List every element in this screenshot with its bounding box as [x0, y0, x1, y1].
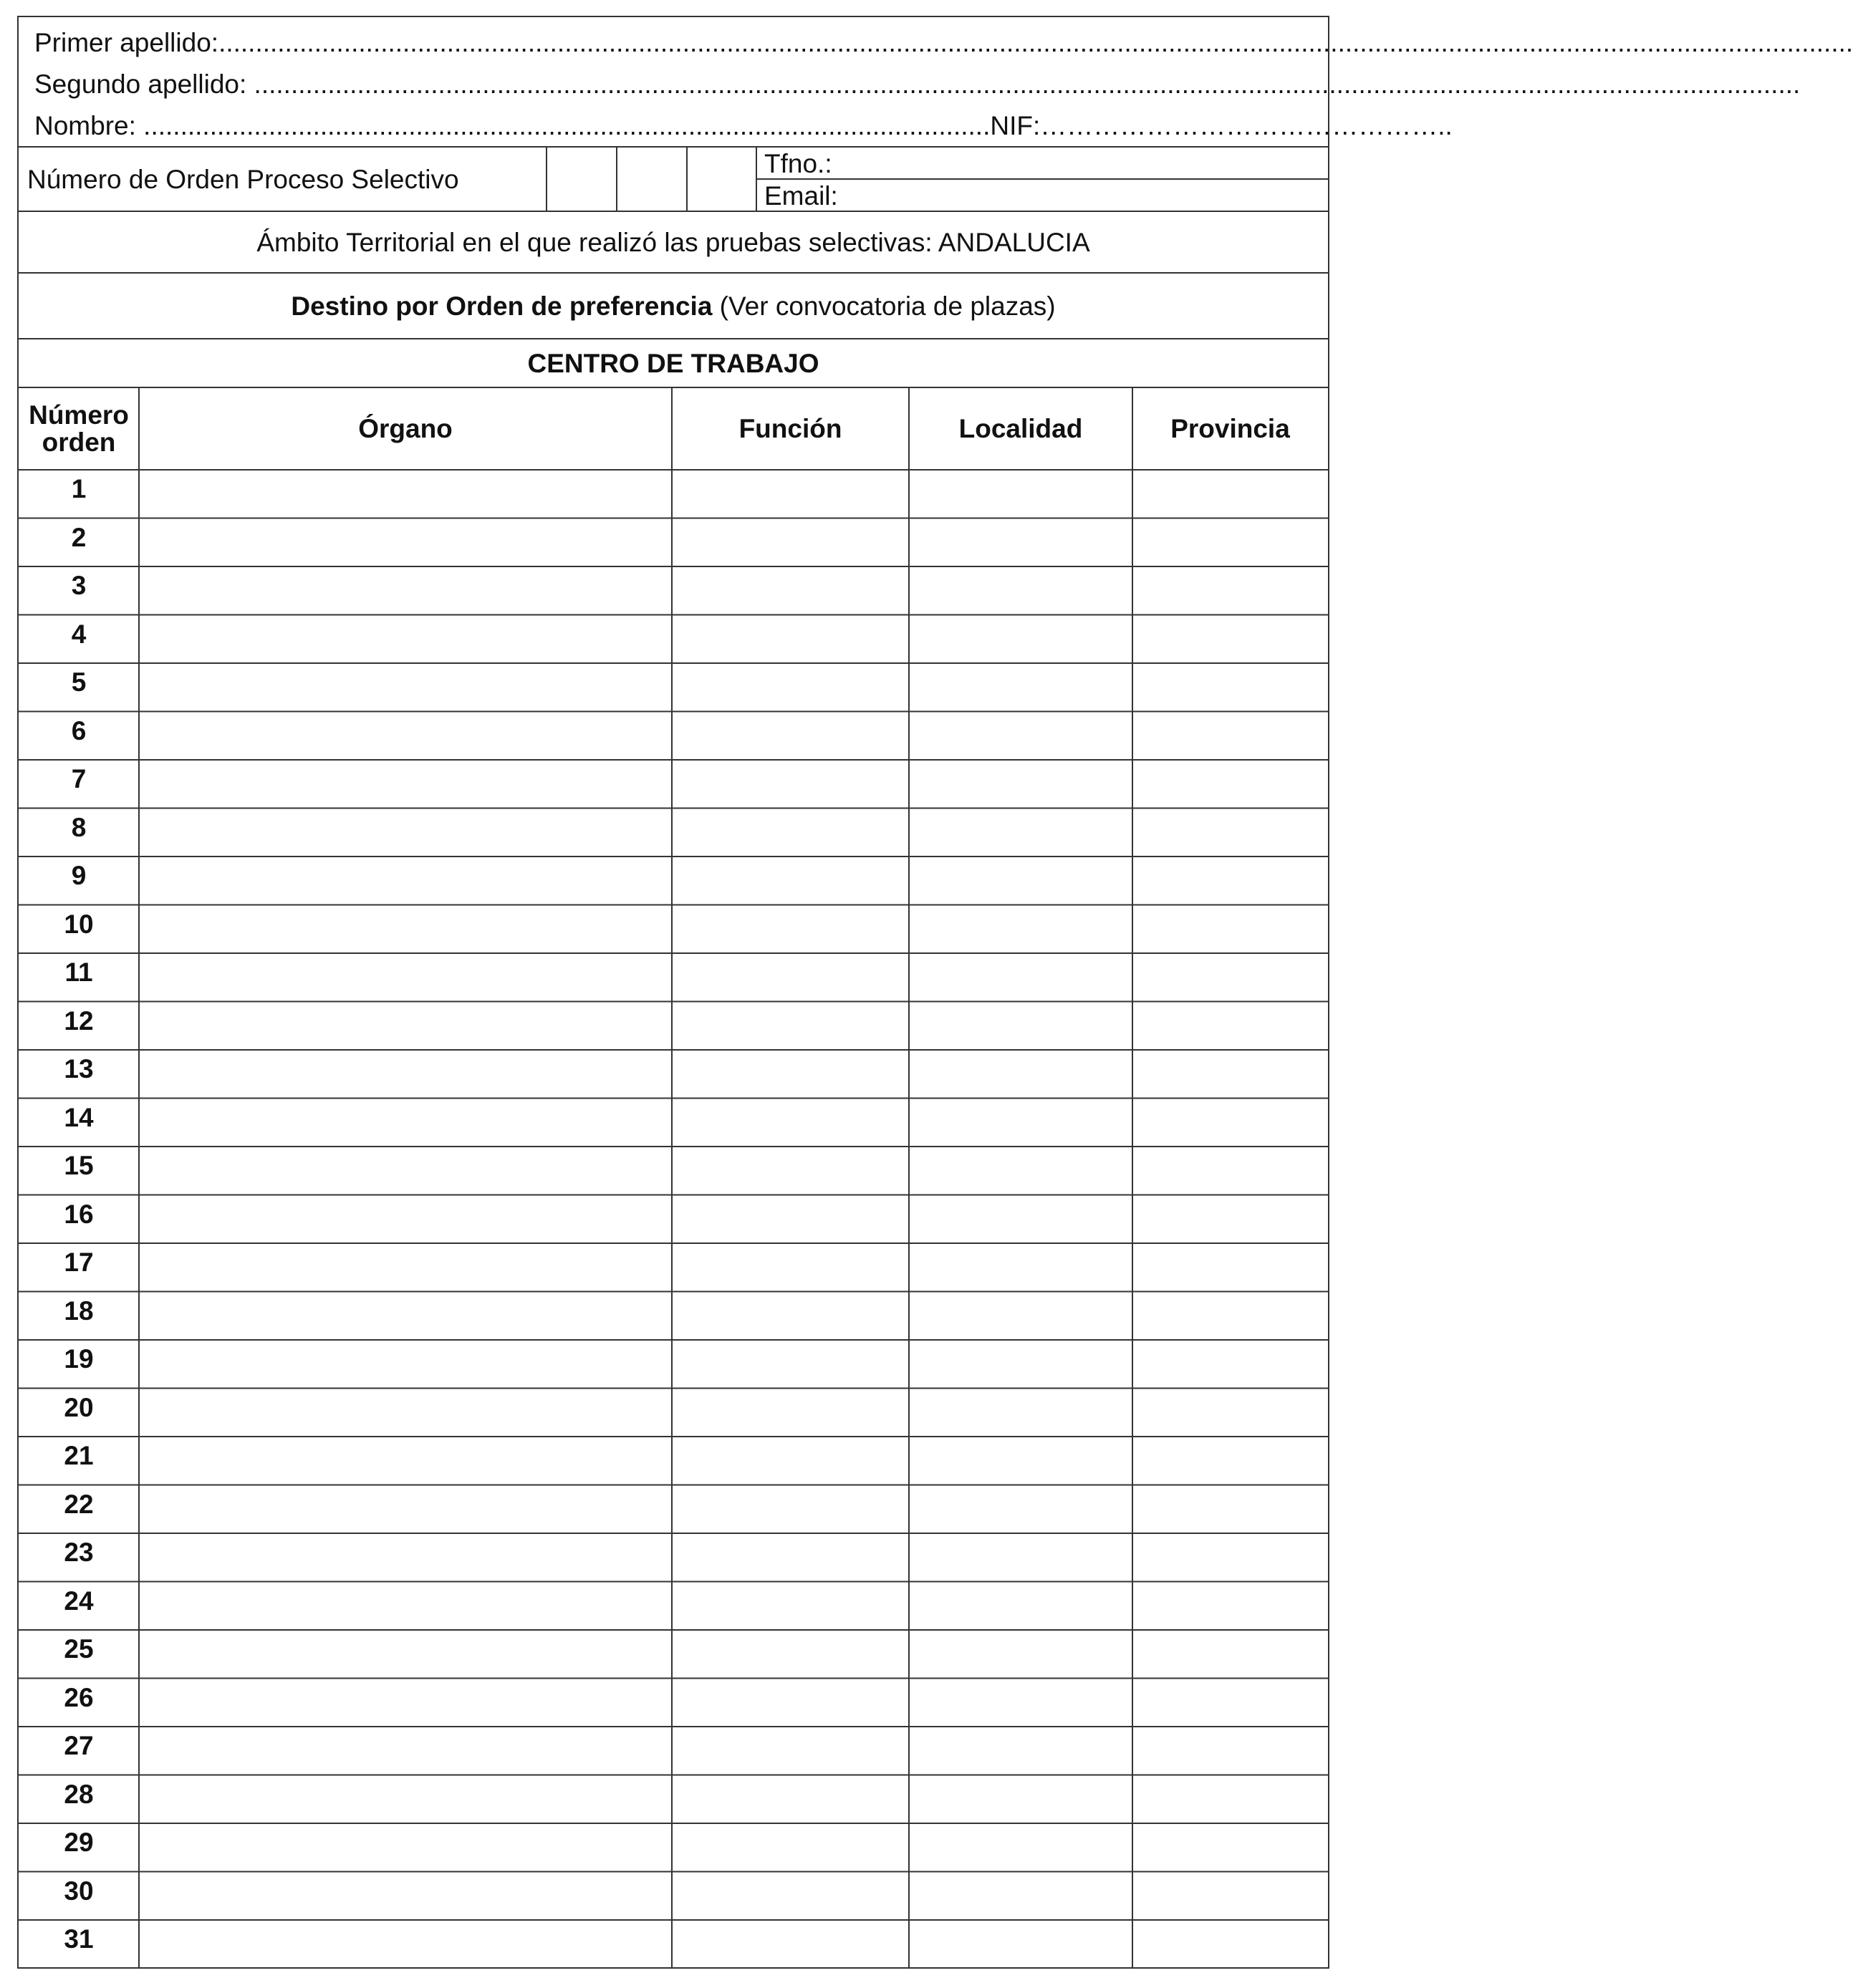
row-number: 24 — [64, 1586, 94, 1616]
destino-heading — [19, 274, 1328, 339]
dotted-leader: .............................................................................................................................................................................................................................. — [218, 28, 1853, 57]
provincia-cell[interactable] — [1132, 1823, 1328, 1872]
row-number: 6 — [71, 715, 87, 746]
email-field[interactable] — [756, 180, 1328, 212]
row-number: 31 — [64, 1924, 94, 1954]
funcion-cell[interactable] — [672, 663, 909, 712]
row-number: 20 — [64, 1392, 94, 1422]
localidad-cell[interactable] — [909, 470, 1132, 518]
row-number: 18 — [64, 1295, 94, 1326]
funcion-cell[interactable] — [672, 470, 909, 518]
provincia-cell[interactable] — [1132, 1099, 1328, 1147]
organo-cell[interactable] — [139, 905, 672, 954]
provincia-cell[interactable] — [1132, 712, 1328, 761]
funcion-cell[interactable] — [672, 1872, 909, 1921]
dotted-leader: .................................................................................................................................................................................................................. — [246, 69, 1801, 99]
orden-digit-box[interactable] — [546, 148, 616, 211]
funcion-cell[interactable] — [672, 1195, 909, 1244]
row-number: 2 — [71, 522, 87, 552]
localidad-cell[interactable] — [909, 1582, 1132, 1631]
organo-cell[interactable] — [139, 1823, 672, 1872]
localidad-cell[interactable] — [909, 1727, 1132, 1775]
provincia-cell[interactable] — [1132, 1872, 1328, 1921]
localidad-cell[interactable] — [909, 1437, 1132, 1485]
organo-cell[interactable] — [139, 1679, 672, 1727]
funcion-cell[interactable] — [672, 518, 909, 567]
provincia-cell[interactable] — [1132, 1630, 1328, 1679]
organo-cell[interactable] — [139, 1340, 672, 1389]
provincia-cell[interactable] — [1132, 518, 1328, 567]
provincia-cell[interactable] — [1132, 1147, 1328, 1195]
localidad-cell[interactable] — [909, 1872, 1132, 1921]
funcion-cell[interactable] — [672, 1147, 909, 1195]
organo-cell[interactable] — [139, 857, 672, 905]
organo-cell[interactable] — [139, 1195, 672, 1244]
funcion-cell[interactable] — [672, 1485, 909, 1534]
localidad-cell[interactable] — [909, 857, 1132, 905]
row-number: 14 — [64, 1102, 94, 1132]
row-number: 11 — [64, 957, 93, 987]
localidad-cell[interactable] — [909, 1630, 1132, 1679]
dotted-leader: ................................................................................................................... — [135, 111, 991, 140]
organo-cell[interactable] — [139, 1630, 672, 1679]
email-label: Email: — [764, 181, 838, 211]
organo-cell[interactable] — [139, 470, 672, 518]
funcion-cell[interactable] — [672, 905, 909, 954]
row-number: 28 — [64, 1779, 94, 1809]
localidad-cell[interactable] — [909, 1195, 1132, 1244]
applicant-section — [19, 17, 1853, 148]
nombre-nif-line[interactable] — [34, 110, 1453, 142]
provincia-cell[interactable] — [1132, 1340, 1328, 1389]
header-organo: Órgano — [358, 414, 453, 443]
row-number: 1 — [71, 474, 87, 503]
nif-label: NIF: — [990, 111, 1041, 140]
row-number: 29 — [64, 1828, 94, 1857]
row-number: 16 — [64, 1199, 94, 1229]
provincia-cell[interactable] — [1132, 760, 1328, 809]
row-number: 15 — [64, 1151, 94, 1180]
provincia-cell[interactable] — [1132, 1292, 1328, 1341]
tfno-label: Tfno.: — [764, 149, 832, 178]
localidad-cell[interactable] — [909, 953, 1132, 1002]
funcion-cell[interactable] — [672, 809, 909, 857]
row-number: 12 — [64, 1005, 94, 1036]
funcion-cell[interactable] — [672, 760, 909, 809]
localidad-cell[interactable] — [909, 518, 1132, 567]
localidad-cell[interactable] — [909, 905, 1132, 954]
row-number: 13 — [64, 1054, 94, 1084]
funcion-cell[interactable] — [672, 1727, 909, 1775]
provincia-cell[interactable] — [1132, 1050, 1328, 1099]
tfno-field[interactable] — [756, 148, 1328, 180]
organo-cell[interactable] — [139, 566, 672, 615]
organo-cell[interactable] — [139, 1002, 672, 1051]
provincia-cell[interactable] — [1132, 1002, 1328, 1051]
organo-cell[interactable] — [139, 1582, 672, 1631]
localidad-cell[interactable] — [909, 712, 1132, 761]
nombre-label: Nombre: — [34, 111, 136, 140]
provincia-cell[interactable] — [1132, 663, 1328, 712]
organo-cell[interactable] — [139, 1533, 672, 1582]
localidad-cell[interactable] — [909, 1533, 1132, 1582]
localidad-cell[interactable] — [909, 760, 1132, 809]
localidad-cell[interactable] — [909, 1099, 1132, 1147]
localidad-cell[interactable] — [909, 1002, 1132, 1051]
organo-cell[interactable] — [139, 760, 672, 809]
funcion-cell[interactable] — [672, 1050, 909, 1099]
row-number: 8 — [71, 812, 87, 842]
funcion-cell[interactable] — [672, 1340, 909, 1389]
localidad-cell[interactable] — [909, 1823, 1132, 1872]
localidad-cell[interactable] — [909, 1389, 1132, 1437]
row-number: 25 — [64, 1634, 94, 1664]
orden-proceso-row — [19, 148, 1328, 212]
row-number: 27 — [64, 1731, 94, 1760]
row-number: 30 — [64, 1876, 94, 1906]
row-number: 23 — [64, 1538, 94, 1567]
provincia-cell[interactable] — [1132, 1485, 1328, 1534]
localidad-cell[interactable] — [909, 1340, 1132, 1389]
organo-cell[interactable] — [139, 1920, 672, 1969]
localidad-cell[interactable] — [909, 1920, 1132, 1969]
organo-cell[interactable] — [139, 1872, 672, 1921]
header-numero-orden — [19, 388, 139, 470]
localidad-cell[interactable] — [909, 1679, 1132, 1727]
header-numero-line2: orden — [42, 428, 116, 457]
numero-orden-label: Número de Orden Proceso Selectivo — [27, 165, 459, 194]
funcion-cell[interactable] — [672, 1533, 909, 1582]
funcion-cell[interactable] — [672, 953, 909, 1002]
organo-cell[interactable] — [139, 1099, 672, 1147]
row-number: 7 — [71, 764, 87, 793]
row-number: 9 — [71, 861, 87, 890]
header-numero-line1: Número — [29, 400, 129, 430]
organo-cell[interactable] — [139, 518, 672, 567]
destino-note: (Ver convocatoria de plazas) — [712, 291, 1056, 321]
organo-cell[interactable] — [139, 1050, 672, 1099]
funcion-cell[interactable] — [672, 1389, 909, 1437]
localidad-cell[interactable] — [909, 663, 1132, 712]
organo-cell[interactable] — [139, 712, 672, 761]
provincia-cell[interactable] — [1132, 1679, 1328, 1727]
funcion-cell[interactable] — [672, 1679, 909, 1727]
localidad-cell[interactable] — [909, 1050, 1132, 1099]
funcion-cell[interactable] — [672, 1099, 909, 1147]
funcion-cell[interactable] — [672, 1775, 909, 1824]
orden-digit-box[interactable] — [616, 148, 686, 211]
localidad-cell[interactable] — [909, 615, 1132, 664]
organo-cell[interactable] — [139, 1147, 672, 1195]
funcion-cell[interactable] — [672, 857, 909, 905]
localidad-cell[interactable] — [909, 566, 1132, 615]
funcion-cell[interactable] — [672, 1630, 909, 1679]
row-number: 5 — [71, 667, 87, 697]
organo-cell[interactable] — [139, 615, 672, 664]
organo-cell[interactable] — [139, 953, 672, 1002]
provincia-cell[interactable] — [1132, 905, 1328, 954]
provincia-cell[interactable] — [1132, 1437, 1328, 1485]
provincia-cell[interactable] — [1132, 566, 1328, 615]
funcion-cell[interactable] — [672, 1920, 909, 1969]
organo-cell[interactable] — [139, 663, 672, 712]
provincia-cell[interactable] — [1132, 1582, 1328, 1631]
funcion-cell[interactable] — [672, 1292, 909, 1341]
destinos-table — [19, 388, 1328, 1967]
provincia-cell[interactable] — [1132, 857, 1328, 905]
primer-apellido-line[interactable] — [34, 27, 1853, 59]
localidad-cell[interactable] — [909, 1485, 1132, 1534]
organo-cell[interactable] — [139, 1437, 672, 1485]
localidad-cell[interactable] — [909, 809, 1132, 857]
funcion-cell[interactable] — [672, 712, 909, 761]
organo-cell[interactable] — [139, 1243, 672, 1292]
segundo-apellido-label: Segundo apellido: — [34, 69, 247, 99]
funcion-cell[interactable] — [672, 1582, 909, 1631]
row-number: 19 — [64, 1344, 94, 1374]
localidad-cell[interactable] — [909, 1147, 1132, 1195]
organo-cell[interactable] — [139, 1485, 672, 1534]
funcion-cell[interactable] — [672, 1437, 909, 1485]
provincia-cell[interactable] — [1132, 470, 1328, 518]
row-number: 3 — [71, 571, 87, 600]
header-funcion: Función — [738, 414, 842, 443]
organo-cell[interactable] — [139, 809, 672, 857]
provincia-cell[interactable] — [1132, 1533, 1328, 1582]
provincia-cell[interactable] — [1132, 615, 1328, 664]
row-number: 4 — [71, 619, 87, 649]
organo-cell[interactable] — [139, 1292, 672, 1341]
organo-cell[interactable] — [139, 1727, 672, 1775]
provincia-cell[interactable] — [1132, 1243, 1328, 1292]
provincia-cell[interactable] — [1132, 1775, 1328, 1824]
centro-trabajo-title: CENTRO DE TRABAJO — [19, 339, 1328, 388]
funcion-cell[interactable] — [672, 566, 909, 615]
row-number: 21 — [64, 1441, 94, 1470]
header-localidad: Localidad — [958, 414, 1083, 443]
row-number: 26 — [64, 1682, 94, 1712]
provincia-cell[interactable] — [1132, 953, 1328, 1002]
destino-bold-text: Destino por Orden de preferencia — [291, 291, 713, 321]
organo-cell[interactable] — [139, 1389, 672, 1437]
funcion-cell[interactable] — [672, 1002, 909, 1051]
row-number: 17 — [64, 1248, 94, 1277]
localidad-cell[interactable] — [909, 1243, 1132, 1292]
localidad-cell[interactable] — [909, 1775, 1132, 1824]
segundo-apellido-line[interactable] — [34, 69, 1801, 100]
row-number: 22 — [64, 1489, 94, 1519]
provincia-cell[interactable] — [1132, 1727, 1328, 1775]
dotted-leader: ……………………………………….. — [1040, 111, 1453, 140]
funcion-cell[interactable] — [672, 1823, 909, 1872]
funcion-cell[interactable] — [672, 1243, 909, 1292]
preference-form — [17, 16, 1853, 1969]
provincia-cell[interactable] — [1132, 1920, 1328, 1969]
row-number: 10 — [64, 909, 94, 939]
provincia-cell[interactable] — [1132, 809, 1328, 857]
funcion-cell[interactable] — [672, 615, 909, 664]
organo-cell[interactable] — [139, 1775, 672, 1824]
header-provincia: Provincia — [1170, 414, 1290, 443]
localidad-cell[interactable] — [909, 1292, 1132, 1341]
primer-apellido-label: Primer apellido: — [34, 28, 219, 57]
provincia-cell[interactable] — [1132, 1195, 1328, 1244]
provincia-cell[interactable] — [1132, 1389, 1328, 1437]
ambito-territorial: Ámbito Territorial en el que realizó las pruebas selectivas: ANDALUCIA — [19, 212, 1328, 274]
orden-digit-box[interactable] — [686, 148, 756, 211]
